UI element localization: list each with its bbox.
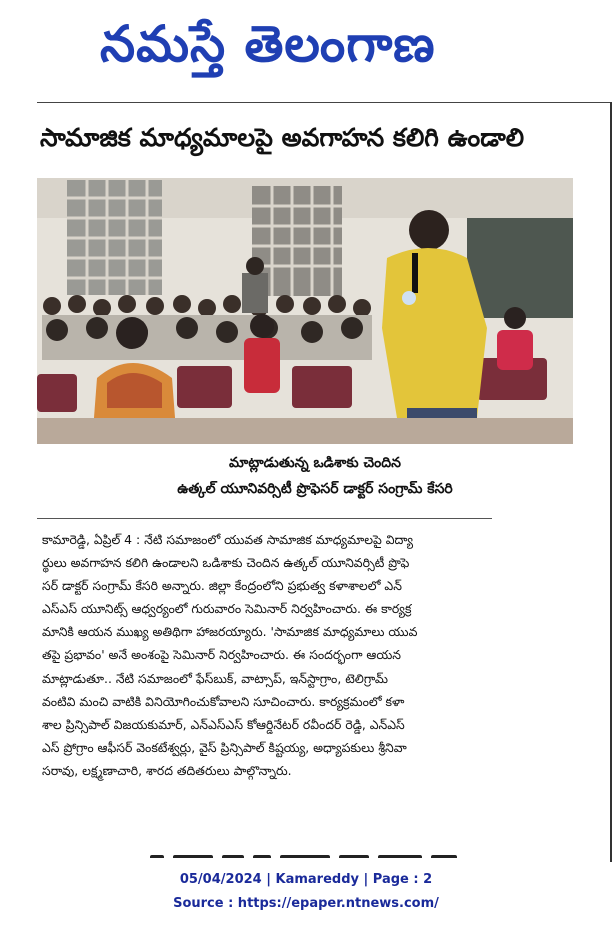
seminar-photo-illustration [37, 178, 573, 444]
caption-divider [37, 518, 492, 519]
article-line: ర్థులు అవగాహన కలిగి ఉండాలని ఒడిశాకు చెందిన ఉత్కల్ యూనివర్సిటీ ప్రొఫె [42, 555, 410, 571]
article-line: సరావు, లక్ష్మణాచారి, శారద తదితరులు పాల్గొన్నారు. [42, 762, 292, 778]
article-line: వంటివి మంచి వాటికి వినియోగించుకోవాలని సూచించారు. కార్యక్రమంలో కళా [42, 693, 405, 709]
masthead-divider [37, 102, 612, 103]
article-body [42, 528, 576, 782]
article-headline: సామాజిక మాధ్యమాలపై అవగాహన కలిగి ఉండాలి [40, 123, 525, 152]
footer-date-line: 05/04/2024 | Kamareddy | Page : 2 [179, 872, 433, 887]
article-line: శాల ప్రిన్సిపాల్ విజయకుమార్, ఎన్ఎస్ఎస్ కోఆర్డినేటర్ రవీందర్ రెడ్డి, ఎన్ఎస్ [42, 716, 405, 732]
article-line: సర్ డాక్టర్ సంగ్రామ్ కేసరి అన్నారు. జిల్లా కేంద్రంలోని ప్రభుత్వ కళాశాలలో ఎన్ [42, 578, 402, 594]
article-line: ఎస్ఎస్ యూనిట్స్ ఆధ్వర్యంలో గురువారం సెమినార్ నిర్వహించారు. ఈ కార్యక్ర [42, 601, 412, 617]
footer-source-line: Source : https://epaper.ntnews.com/ [173, 896, 439, 911]
masthead [0, 0, 612, 100]
article-line: మాట్లాడుతూ.. నేటి సమాజంలో ఫేస్‌బుక్, వాట్సాప్, ఇన్‌స్టాగ్రాం, టెలిగ్రామ్ [42, 670, 388, 686]
article-line: మానికి ఆయన ముఖ్య అతిథిగా హాజరయ్యారు. 'సామాజిక మాధ్యమాలు యువ [42, 624, 418, 640]
truncated-text-fragment [150, 846, 470, 858]
article-line: కామారెడ్డి, ఏప్రిల్ 4 : నేటి సమాజంలో యువత సామాజిక మాధ్యమాలపై విద్యా [42, 532, 414, 547]
article-photo [37, 178, 573, 444]
newspaper-logo: నమస్తే తెలంగాణ [100, 15, 436, 73]
caption-line-1: మాట్లాడుతున్న ఒడిశాకు చెందిన [229, 455, 401, 471]
photo-caption [100, 450, 530, 502]
article-line: ఎస్ ప్రోగ్రాం ఆఫీసర్ వెంకటేశ్వర్లు, వైస్ ప్రిన్సిపాల్ కిష్టయ్య, అధ్యాపకులు శ్రీనివా [42, 739, 407, 755]
caption-line-2: ఉత్కల్ యూనివర్సిటీ ప్రొఫెసర్ డాక్టర్ సంగ్రామ్ కేసరి [177, 481, 453, 497]
article-line: తపై ప్రభావం' అనే అంశంపై సెమినార్ నిర్వహించారు. ఈ సందర్భంగా ఆయన [42, 647, 401, 663]
